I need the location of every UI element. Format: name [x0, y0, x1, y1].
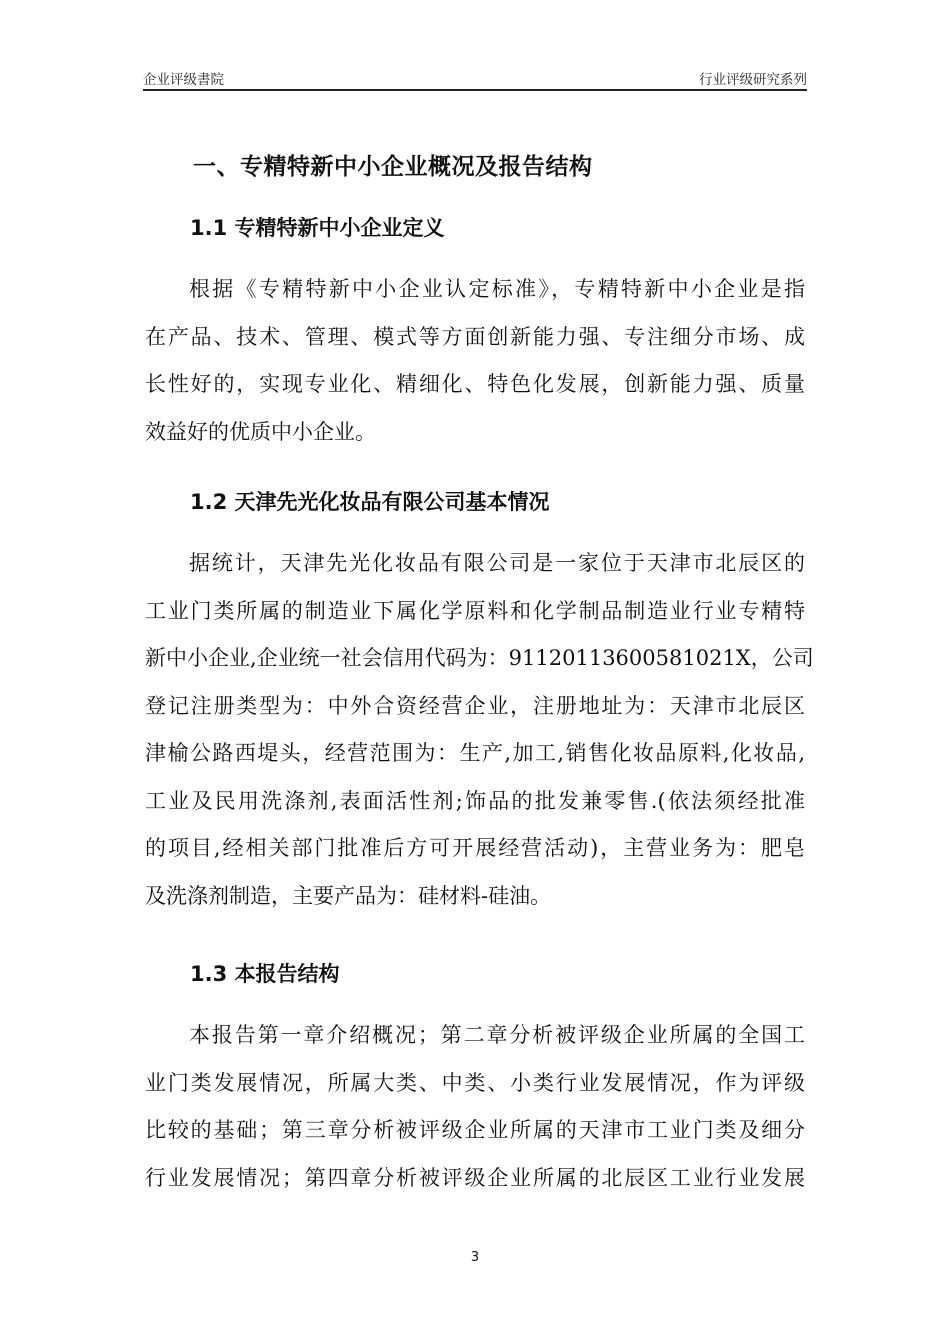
paragraph-line: 比较的基础；第三章分析被评级企业所属的天津市工业门类及细分 — [145, 1118, 805, 1142]
section-1-3-paragraph — [145, 1012, 805, 1202]
section-1-2-paragraph — [145, 540, 814, 920]
page-number: 3 — [470, 1250, 480, 1265]
paragraph-line: 业门类发展情况，所属大类、中类、小类行业发展情况，作为评级 — [145, 1070, 805, 1095]
paragraph-line: 在产品、技术、管理、模式等方面创新能力强、专注细分市场、成 — [145, 324, 805, 349]
paragraph-line: 新中小企业,企业统一社会信用代码为：91120113600581021X，公司 — [145, 646, 814, 670]
paragraph-line: 工业及民用洗涤剂,表面活性剂;饰品的批发兼零售.(依法须经批准 — [145, 788, 805, 813]
section-heading-1-2: 1.2 天津先光化妆品有限公司基本情况 — [190, 490, 550, 514]
paragraph-line: 行业发展情况；第四章分析被评级企业所属的北辰区工业行业发展 — [145, 1165, 805, 1190]
paragraph-line: 长性好的，实现专业化、精细化、特色化发展，创新能力强、质量 — [145, 372, 805, 396]
paragraph-line: 工业门类所属的制造业下属化学原料和化学制品制造业行业专精特 — [145, 598, 805, 623]
paragraph-line: 效益好的优质中小企业。 — [145, 419, 376, 444]
section-heading-1-3: 1.3 本报告结构 — [190, 962, 340, 986]
header-left: 企业评级書院 — [143, 72, 224, 88]
header-rule — [143, 89, 807, 91]
paragraph-line: 登记注册类型为：中外合资经营企业，注册地址为：天津市北辰区 — [145, 693, 805, 718]
section-heading-1-1: 1.1 专精特新中小企业定义 — [190, 216, 445, 240]
paragraph-line: 津榆公路西堤头，经营范围为：生产,加工,销售化妆品原料,化妆品, — [145, 741, 805, 765]
paragraph-line: 的项目,经相关部门批准后方可开展经营活动)，主营业务为：肥皂 — [145, 836, 805, 860]
paragraph-line: 据统计，天津先光化妆品有限公司是一家位于天津市北辰区的 — [189, 551, 805, 575]
chapter-title: 一、专精特新中小企业概况及报告结构 — [193, 154, 593, 180]
paragraph-line: 本报告第一章介绍概况；第二章分析被评级企业所属的全国工 — [189, 1023, 805, 1047]
header-right: 行业评级研究系列 — [699, 72, 807, 88]
paragraph-line: 根据《专精特新中小企业认定标准》，专精特新中小企业是指 — [189, 277, 805, 301]
paragraph-line: 及洗涤剂制造，主要产品为：硅材料-硅油。 — [145, 883, 552, 908]
section-1-1-paragraph — [145, 266, 805, 456]
